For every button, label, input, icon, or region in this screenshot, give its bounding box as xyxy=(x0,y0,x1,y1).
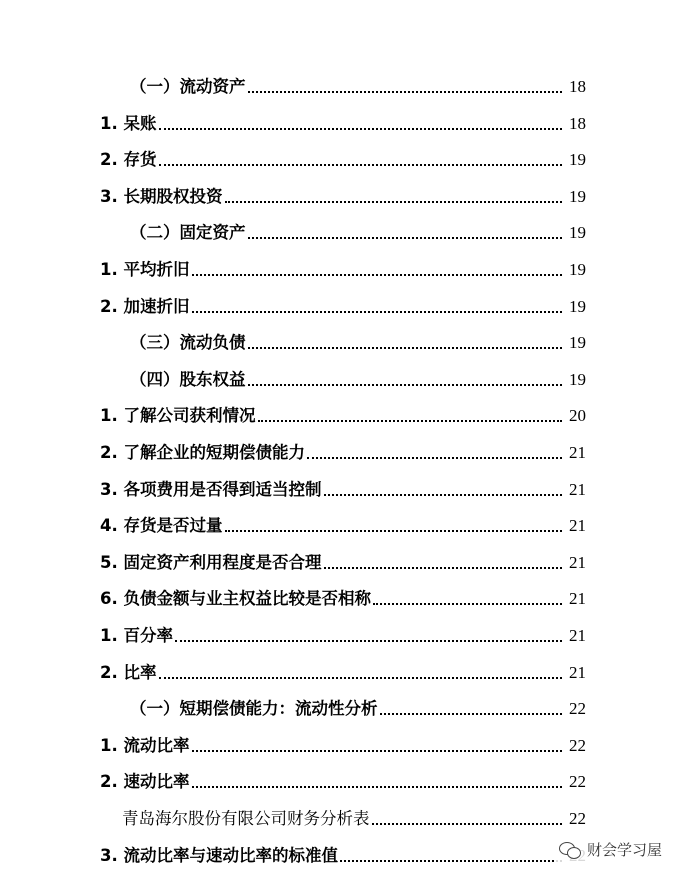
toc-dot-leader xyxy=(159,127,563,130)
toc-entry-label: 2. 了解企业的短期偿债能力 xyxy=(100,443,305,462)
watermark-text: 财会学习屋 xyxy=(586,841,662,859)
toc-entry[interactable] xyxy=(100,836,586,866)
toc-entry-page-number: 19 xyxy=(569,150,586,170)
toc-entry[interactable] xyxy=(100,616,586,646)
toc-entry-page-number: 19 xyxy=(569,296,586,316)
toc-entry-label: 2. 加速折旧 xyxy=(100,296,190,316)
toc-entry-page-number: 18 xyxy=(569,77,586,96)
toc-entry-page-number: 21 xyxy=(569,479,586,499)
toc-entry-page-number: 18 xyxy=(569,113,586,133)
toc-entry-label: 1. 百分率 xyxy=(100,626,173,645)
toc-entry[interactable] xyxy=(100,579,586,609)
toc-entry-label: 3. 流动比率与速动比率的标准值 xyxy=(100,845,338,865)
toc-dot-leader xyxy=(192,749,563,752)
toc-entry-page-number: 21 xyxy=(569,626,586,645)
toc-dot-leader xyxy=(372,822,563,825)
toc-entry-page-number: 19 xyxy=(569,223,586,243)
toc-entry-page-number: 22 xyxy=(569,699,586,719)
toc-dot-leader xyxy=(248,90,563,93)
toc-dot-leader xyxy=(380,712,563,715)
wechat-icon xyxy=(559,841,581,859)
toc-dot-leader xyxy=(192,785,563,788)
toc-dot-leader xyxy=(307,456,562,459)
toc-dot-leader xyxy=(225,529,563,532)
toc-entry[interactable] xyxy=(130,67,586,97)
toc-entry-page-number: 21 xyxy=(569,552,586,572)
toc-entry-page-number: 22 xyxy=(569,735,586,755)
toc-dot-leader xyxy=(324,566,563,569)
toc-entry-label: 2. 比率 xyxy=(100,662,157,682)
toc-entry[interactable] xyxy=(100,140,586,170)
toc-entry-label: 2. 速动比率 xyxy=(100,772,190,792)
toc-entry[interactable] xyxy=(100,104,586,134)
toc-entry-label: 4. 存货是否过量 xyxy=(100,516,223,536)
toc-entry-label: 5. 固定资产利用程度是否合理 xyxy=(100,552,322,572)
toc-entry-label: 1. 呆账 xyxy=(100,113,157,133)
toc-entry-page-number: 21 xyxy=(569,443,586,462)
toc-entry[interactable] xyxy=(130,213,586,243)
watermark xyxy=(555,837,666,862)
toc-dot-leader xyxy=(248,236,563,239)
toc-entry-label: （二）固定资产 xyxy=(130,223,246,243)
toc-entry[interactable] xyxy=(100,433,586,463)
toc-dot-leader xyxy=(340,859,562,862)
toc-entry[interactable] xyxy=(100,250,586,280)
toc-dot-leader xyxy=(373,602,562,605)
toc-entry-page-number: 19 xyxy=(569,333,586,353)
toc-dot-leader xyxy=(248,346,563,349)
toc-entry-page-number: 19 xyxy=(569,369,586,389)
toc-entry-label: 2. 存货 xyxy=(100,150,157,170)
toc-entry[interactable] xyxy=(100,762,586,792)
toc-entry-page-number: 21 xyxy=(569,516,586,536)
toc-entry-page-number: 19 xyxy=(569,186,586,206)
toc-entry[interactable] xyxy=(100,177,586,207)
toc-entry-page-number: 20 xyxy=(569,406,586,426)
toc-entry[interactable] xyxy=(100,726,586,756)
toc-entry-label: （四）股东权益 xyxy=(130,369,246,389)
toc-entry-label: 1. 流动比率 xyxy=(100,735,190,755)
toc-entry-page-number: 22 xyxy=(569,772,586,792)
toc-entry-page-number: 21 xyxy=(569,589,586,609)
toc-entry[interactable] xyxy=(100,470,586,500)
toc-entry[interactable] xyxy=(130,360,586,390)
toc-dot-leader xyxy=(192,310,563,313)
toc-entry-label: 1. 平均折旧 xyxy=(100,260,190,279)
toc-dot-leader xyxy=(159,676,563,679)
toc-dot-leader xyxy=(248,383,563,386)
toc-entry[interactable] xyxy=(130,689,586,719)
toc-entry-label: 1. 了解公司获利情况 xyxy=(100,406,256,426)
toc-entry[interactable] xyxy=(100,506,586,536)
toc-entry[interactable] xyxy=(100,653,586,683)
toc-entry[interactable] xyxy=(100,287,586,317)
toc-entry[interactable] xyxy=(122,799,586,829)
toc-entry-label: （一）流动资产 xyxy=(130,77,246,96)
toc-entry-page-number: 21 xyxy=(569,662,586,682)
toc-entry-label: 青岛海尔股份有限公司财务分析表 xyxy=(122,809,370,828)
toc-entry-page-number: 19 xyxy=(569,260,586,279)
toc-dot-leader xyxy=(159,163,563,166)
toc-dot-leader xyxy=(225,200,563,203)
toc-entry-label: 3. 长期股权投资 xyxy=(100,186,223,206)
toc-entry[interactable] xyxy=(100,396,586,426)
toc-dot-leader xyxy=(175,639,562,642)
toc-dot-leader xyxy=(258,419,563,422)
toc-dot-leader xyxy=(324,493,563,496)
toc-entry-label: 3. 各项费用是否得到适当控制 xyxy=(100,479,322,499)
toc-dot-leader xyxy=(192,273,563,276)
toc-entry-label: （一）短期偿债能力：流动性分析 xyxy=(130,699,378,719)
toc-entry-label: 6. 负债金额与业主权益比较是否相称 xyxy=(100,589,371,609)
toc-entry-label: （三）流动负债 xyxy=(130,333,246,353)
toc-entry[interactable] xyxy=(130,323,586,353)
toc-entry[interactable] xyxy=(100,543,586,573)
toc-entry-page-number: 22 xyxy=(569,809,586,828)
